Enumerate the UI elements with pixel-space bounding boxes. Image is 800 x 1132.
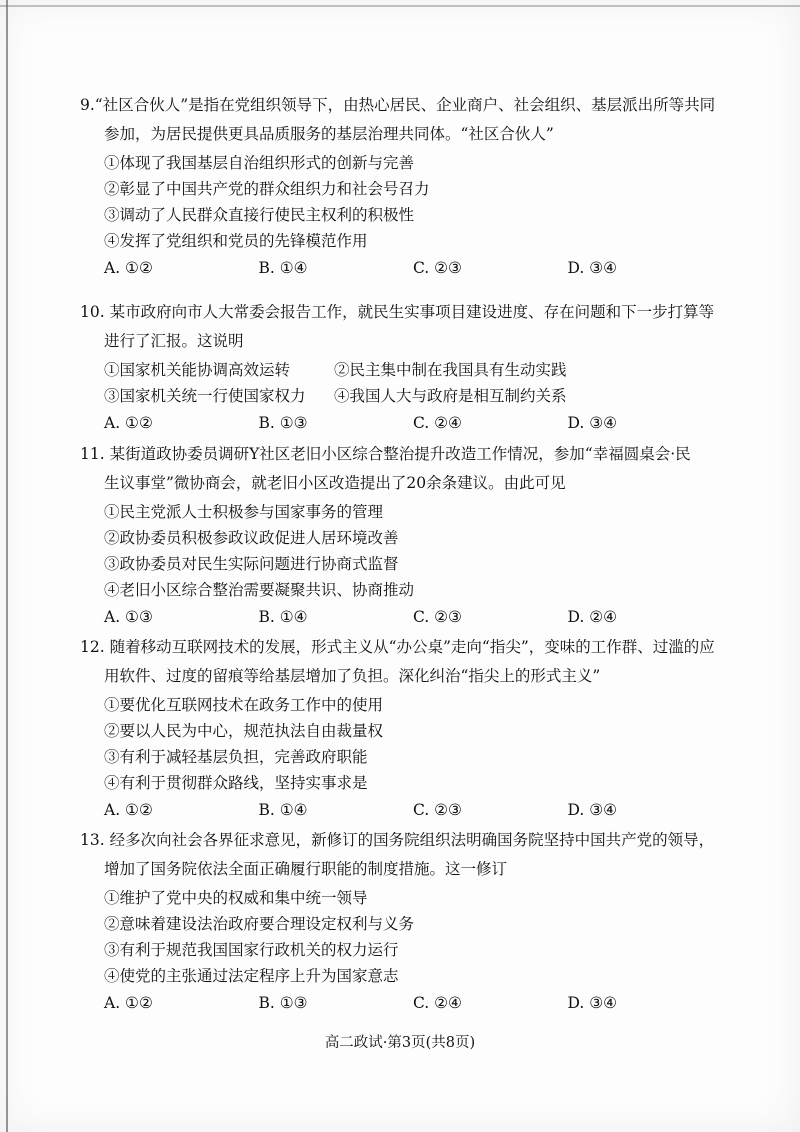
stem-line: 13. 经多次向社会各界征求意见，新修订的国务院组织法明确国务院坚持中国共产党的领导，: [80, 831, 715, 849]
page-footer: 高二政试·第3页(共8页): [324, 1035, 476, 1051]
choice-d: D. ②④: [567, 608, 618, 626]
stem-line: 进行了汇报。这说明: [104, 332, 244, 350]
statement-item: ②政协委员积极参政议政促进人居环境改善: [104, 529, 399, 547]
statement-item: ①维护了党中央的权威和集中统一领导: [104, 889, 368, 907]
statement-item: ①民主党派人士积极参与国家事务的管理: [104, 503, 384, 521]
stem-line: 12. 随着移动互联网技术的发展，形式主义从“办公桌”走向“指尖”，变味的工作群、过滥的应: [80, 638, 715, 656]
question-10: [82, 301, 722, 437]
choice-d: D. ③④: [567, 994, 618, 1012]
choice-d: D. ③④: [567, 259, 618, 277]
choice-a: A. ①②: [104, 414, 153, 432]
statement-item: ②彰显了中国共产党的群众组织力和社会号召力: [104, 180, 430, 198]
answer-choices: [82, 603, 722, 631]
choice-b: B. ①④: [258, 608, 308, 626]
question-stem: [82, 94, 722, 145]
choice-c: C. ②③: [413, 801, 462, 819]
choice-a: A. ①②: [104, 801, 153, 819]
statement-item: ③有利于减轻基层负担，完善政府职能: [104, 748, 368, 766]
stem-line: 11. 某街道政协委员调研Y社区老旧小区综合整治提升改造工作情况，参加“幸福圆桌会·民: [80, 445, 691, 463]
statement-item: ③有利于规范我国国家行政机关的权力运行: [104, 941, 399, 959]
statement-row: [82, 357, 722, 383]
stem-line: 增加了国务院依法全面正确履行职能的制度措施。这一修订: [104, 860, 508, 878]
statement-item: ④发挥了党组织和党员的先锋模范作用: [104, 232, 368, 250]
choice-b: B. ①③: [258, 994, 308, 1012]
choice-c: C. ②③: [413, 608, 462, 626]
statement-item: ①体现了我国基层自治组织形式的创新与完善: [104, 154, 415, 172]
question-stem: [82, 636, 722, 687]
statement-item: ④有利于贯彻群众路线，坚持实事求是: [104, 774, 368, 792]
choice-c: C. ②③: [413, 259, 462, 277]
statement-item: ③政协委员对民生实际问题进行协商式监督: [104, 555, 399, 573]
choice-b: B. ①④: [258, 259, 308, 277]
statement-row: [82, 383, 722, 409]
question-9: [82, 94, 722, 282]
question-12: [82, 636, 722, 824]
stem-line: 10. 某市政府向市人大常委会报告工作，就民生实事项目建设进度、存在问题和下一步打算等: [80, 303, 715, 321]
stem-line: 生议事堂”微协商会，就老旧小区改造提出了20余条建议。由此可见: [104, 474, 566, 492]
stem-line: 用软件、过度的留痕等给基层增加了负担。深化纠治“指尖上的形式主义”: [104, 667, 601, 685]
answer-choices: [82, 409, 722, 437]
statement-item: ④老旧小区综合整治需要凝聚共识、协商推动: [104, 581, 415, 599]
choice-a: A. ①③: [104, 608, 153, 626]
statement-item: ①国家机关能协调高效运转: [104, 361, 291, 379]
answer-choices: [82, 254, 722, 282]
choice-b: B. ①③: [258, 414, 308, 432]
question-11: [82, 443, 722, 631]
scan-edge-top: [0, 5, 800, 7]
statement-item: ④我国人大与政府是相互制约关系: [334, 387, 567, 405]
answer-choices: [82, 989, 722, 1017]
scan-edge-left: [6, 0, 8, 1132]
statement-item: ②意味着建设法治政府要合理设定权利与义务: [104, 915, 415, 933]
choice-a: A. ①②: [104, 994, 153, 1012]
statement-item: ③国家机关统一行使国家权力: [104, 387, 306, 405]
choice-d: D. ③④: [567, 801, 618, 819]
statement-item: ②民主集中制在我国具有生动实践: [334, 361, 567, 379]
answer-choices: [82, 796, 722, 824]
question-13: [82, 829, 722, 1017]
choice-c: C. ②④: [413, 414, 462, 432]
choice-d: D. ③④: [567, 414, 618, 432]
choice-c: C. ②④: [413, 994, 462, 1012]
statement-item: ③调动了人民群众直接行使民主权利的积极性: [104, 206, 415, 224]
statement-item: ①要优化互联网技术在政务工作中的使用: [104, 696, 384, 714]
question-stem: [82, 829, 722, 880]
choice-a: A. ①②: [104, 259, 153, 277]
stem-line: 参加，为居民提供更具品质服务的基层治理共同体。“社区合伙人”: [104, 125, 554, 143]
question-stem: [82, 443, 722, 494]
question-stem: [82, 301, 722, 352]
stem-line: 9.“社区合伙人”是指在党组织领导下，由热心居民、企业商户、社会组织、基层派出所等共同: [80, 96, 716, 114]
statement-item: ④使党的主张通过法定程序上升为国家意志: [104, 967, 399, 985]
statement-item: ②要以人民为中心，规范执法自由裁量权: [104, 722, 384, 740]
choice-b: B. ①④: [258, 801, 308, 819]
